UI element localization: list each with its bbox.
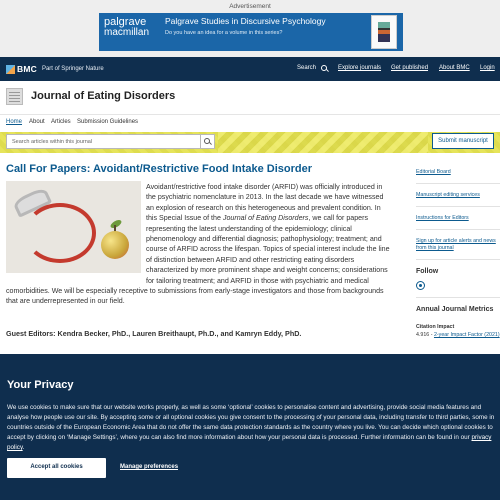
- article-title: Call For Papers: Avoidant/Restrictive Food Intake Disorder: [6, 163, 313, 175]
- nav-articles[interactable]: Articles: [51, 119, 71, 125]
- guest-editors: Guest Editors: Kendra Becker, PhD., Lauren Breithaupt, Ph.D., and Kamryn Eddy, PhD.: [6, 329, 302, 338]
- article-body-text-2: , we call for papers representing the latest understanding of the epidemiology; clinical phenomenology and differential diagnosis; pathophysiology; treatment; and course of ARFID across the lifespan. Topics of special interest include the line of distinction between ARFID and other restricting eating disorders characterized by more prominent shape and weight concerns; considerations for tailoring treatment; and ARFID in those with psychiatric and medical comorbidities. We will be especially receptive to submissions from early-stage investigators and those from backgrounds that are underrepresented in our field.: [6, 214, 390, 306]
- publisher-logo-line2: macmillan: [104, 27, 150, 38]
- bmc-brand-sub: Part of Springer Nature: [41, 66, 104, 72]
- nav-about[interactable]: About: [29, 119, 45, 125]
- publisher-logo: [99, 13, 161, 51]
- advertisement-bar: [0, 0, 500, 57]
- bmc-logo-icon: [6, 65, 15, 74]
- bmc-logo[interactable]: [6, 64, 104, 74]
- advertisement-text: [161, 13, 371, 51]
- journal-title[interactable]: Journal of Eating Disorders: [31, 90, 176, 102]
- manage-preferences-link[interactable]: Manage preferences: [120, 464, 179, 470]
- explore-journals-link[interactable]: Explore journals: [338, 65, 382, 71]
- get-published-link[interactable]: Get published: [391, 65, 429, 71]
- citation-impact-label: Citation Impact: [416, 324, 455, 330]
- about-bmc-link[interactable]: About BMC: [439, 65, 470, 71]
- journal-navigation: [0, 115, 500, 132]
- journal-search-band: [0, 132, 500, 153]
- follow-heading: Follow: [416, 268, 439, 275]
- journal-search-button[interactable]: [200, 134, 215, 149]
- advertisement-label: Advertisement: [229, 3, 271, 10]
- book-cover-image: [371, 15, 397, 49]
- search-icon: [204, 138, 210, 144]
- global-search-button[interactable]: [297, 65, 327, 71]
- citation-impact-row: [416, 332, 500, 339]
- editorial-board-link[interactable]: Editorial Board: [416, 169, 451, 175]
- search-icon: [321, 65, 327, 71]
- privacy-body: We use cookies to make sure that our website works properly, as well as some ‘optional’ cookies to personalise content and advertising, provide social media features and analyse how people use our site. By accepting some or all optional cookies you give consent to the processing of your personal data, including transfer to third parties, some in countries outside of the European Economic Area that do not offer the same data protection standards as the country where you live. You can decide which optional cookies to accept by clicking on ‘Manage Settings’, where you can also find more information about how your personal data is processed. Further information can be found in our: [7, 404, 495, 442]
- journal-header: [0, 81, 500, 115]
- impact-factor-link[interactable]: 2-year Impact Factor (2021): [433, 332, 500, 338]
- advertisement-banner[interactable]: [99, 13, 403, 51]
- submit-manuscript-button[interactable]: Submit manuscript: [432, 133, 494, 149]
- journal-cover-icon: [6, 88, 23, 105]
- accept-all-cookies-button[interactable]: Accept all cookies: [7, 458, 106, 478]
- advertisement-title: Palgrave Studies in Discursive Psychology: [165, 16, 326, 26]
- article-body-journal: Journal of Eating Disorders: [222, 214, 309, 223]
- article-body: [6, 182, 392, 307]
- login-link[interactable]: Login: [480, 65, 495, 71]
- top-navigation: [0, 57, 500, 81]
- citation-impact-value: 4.916 -: [416, 332, 434, 338]
- advertisement-subtitle: Do you have an idea for a volume in this series?: [165, 30, 283, 36]
- manuscript-editing-link[interactable]: Manuscript editing services: [416, 192, 480, 198]
- sidebar: [416, 169, 500, 339]
- metrics-heading: Annual Journal Metrics: [416, 306, 494, 313]
- privacy-text: [7, 403, 495, 453]
- privacy-policy-link[interactable]: privacy policy: [7, 434, 492, 452]
- nav-submission-guidelines[interactable]: Submission Guidelines: [77, 119, 139, 125]
- global-search-label: Search: [297, 65, 317, 71]
- twitter-icon[interactable]: [416, 281, 425, 290]
- privacy-body-end: .: [22, 444, 25, 452]
- article-alerts-link[interactable]: Sign up for article alerts and news from this journal: [416, 238, 496, 251]
- cookie-consent-banner: [0, 354, 500, 500]
- instructions-for-editors-link[interactable]: Instructions for Editors: [416, 215, 469, 221]
- main-content: [6, 163, 392, 338]
- publisher-logo-line1: palgrave: [104, 16, 147, 28]
- nav-home[interactable]: Home: [6, 119, 23, 125]
- journal-search-input[interactable]: Search articles within this journal: [6, 134, 201, 149]
- bmc-brand: BMC: [17, 64, 37, 74]
- article-body-text-1: Avoidant/restrictive food intake disorder (ARFID) was officially introduced in the psychiatric nomenclature in 2013. In the last decade we have witnessed an explosion of research on this heterogeneous and prevalent condition. In this Special Issue of the: [146, 183, 384, 223]
- privacy-title: Your Privacy: [7, 379, 74, 391]
